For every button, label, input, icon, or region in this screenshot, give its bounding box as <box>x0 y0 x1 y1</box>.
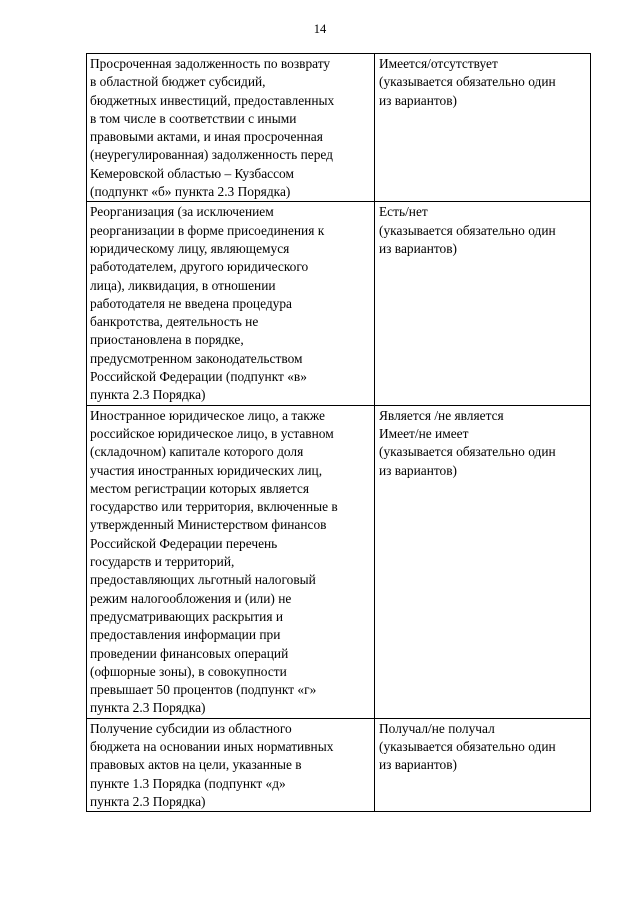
criterion-line: пункта 2.3 Порядка) <box>90 793 206 809</box>
answer-line: (указывается обязательно один <box>379 74 556 90</box>
criterion-line: режим налогообложения и (или) не <box>90 590 292 606</box>
answer-line: Имеет/не имеет <box>379 425 469 441</box>
answer-cell <box>375 202 591 405</box>
criterion-line: предусматривающих раскрытия и <box>90 608 284 624</box>
criterion-cell <box>87 405 375 718</box>
criterion-cell <box>87 54 375 202</box>
criterion-line: в том числе в соответствии с иными <box>90 110 297 126</box>
criterion-line: правовыми актами, и иная просроченная <box>90 129 323 145</box>
criterion-line: государство или территория, включенные в <box>90 499 338 515</box>
criterion-line: правовых актов на цели, указанные в <box>90 757 302 773</box>
criterion-line: юридическому лицу, являющемуся <box>90 240 290 256</box>
criterion-line: приостановлена в порядке, <box>90 332 244 348</box>
criterion-line: проведении финансовых операций <box>90 645 289 661</box>
criterion-line: (неурегулированная) задолженность перед <box>90 147 333 163</box>
page-number: 14 <box>313 22 327 36</box>
criterion-line: работодателя не введена процедура <box>90 295 292 311</box>
criterion-line: Просроченная задолженность по возврату <box>90 56 331 71</box>
answer-line: (указывается обязательно один <box>379 222 556 238</box>
answer-line: Есть/нет <box>379 204 428 220</box>
criterion-line: Кемеровской областью – Кузбассом <box>90 165 294 181</box>
criterion-line: реорганизации в форме присоединения к <box>90 222 325 238</box>
criterion-line: Российской Федерации (подпункт «в» <box>90 369 307 385</box>
criterion-cell <box>87 718 375 811</box>
answer-line: Имеется/отсутствует <box>379 56 498 71</box>
criterion-line: предоставляющих льготный налоговый <box>90 572 316 588</box>
criterion-line: бюджета на основании иных нормативных <box>90 738 334 754</box>
criterion-line: пункта 2.3 Порядка) <box>90 700 206 716</box>
criterion-line: работодателем, другого юридического <box>90 259 309 275</box>
criterion-line: российское юридическое лицо, в уставном <box>90 425 334 441</box>
answer-cell <box>375 718 591 811</box>
criterion-line: (офшорные зоны), в совокупности <box>90 663 287 679</box>
criterion-line: банкротства, деятельность не <box>90 314 259 330</box>
criterion-line: Иностранное юридическое лицо, а также <box>90 407 325 423</box>
answer-line: из вариантов) <box>379 462 458 478</box>
answer-cell <box>375 54 591 202</box>
criterion-line: государств и территорий, <box>90 554 235 570</box>
criterion-cell <box>87 202 375 405</box>
criterion-line: предусмотренном законодательством <box>90 350 303 366</box>
criterion-line: (складочном) капитале которого доля <box>90 444 304 460</box>
criterion-line: пункте 1.3 Порядка (подпункт «д» <box>90 775 286 791</box>
criterion-line: утвержденный Министерством финансов <box>90 517 327 533</box>
criterion-line: участия иностранных юридических лиц, <box>90 462 323 478</box>
answer-line: из вариантов) <box>379 92 458 108</box>
table-row <box>87 405 591 718</box>
criterion-line: бюджетных инвестиций, предоставленных <box>90 92 335 108</box>
table-row <box>87 202 591 405</box>
requirements-table <box>86 53 591 812</box>
criterion-line: лица), ликвидация, в отношении <box>90 277 276 293</box>
criterion-line: предоставления информации при <box>90 627 281 643</box>
answer-line: из вариантов) <box>379 240 458 256</box>
criterion-line: в областной бюджет субсидий, <box>90 74 266 90</box>
answer-line: из вариантов) <box>379 757 458 773</box>
answer-line: (указывается обязательно один <box>379 738 556 754</box>
criterion-line: Получение субсидии из областного <box>90 720 292 736</box>
criterion-line: Российской Федерации перечень <box>90 535 278 551</box>
answer-line: Является /не является <box>379 407 504 423</box>
criterion-line: (подпункт «б» пункта 2.3 Порядка) <box>90 184 291 200</box>
table-body <box>87 54 591 812</box>
table-row <box>87 54 591 202</box>
answer-line: Получал/не получал <box>379 720 495 736</box>
table-row <box>87 718 591 811</box>
criterion-line: Реорганизация (за исключением <box>90 204 274 220</box>
answer-cell <box>375 405 591 718</box>
criterion-line: пункта 2.3 Порядка) <box>90 387 206 403</box>
criterion-line: превышает 50 процентов (подпункт «г» <box>90 682 317 698</box>
criterion-line: местом регистрации которых является <box>90 480 310 496</box>
answer-line: (указывается обязательно один <box>379 444 556 460</box>
